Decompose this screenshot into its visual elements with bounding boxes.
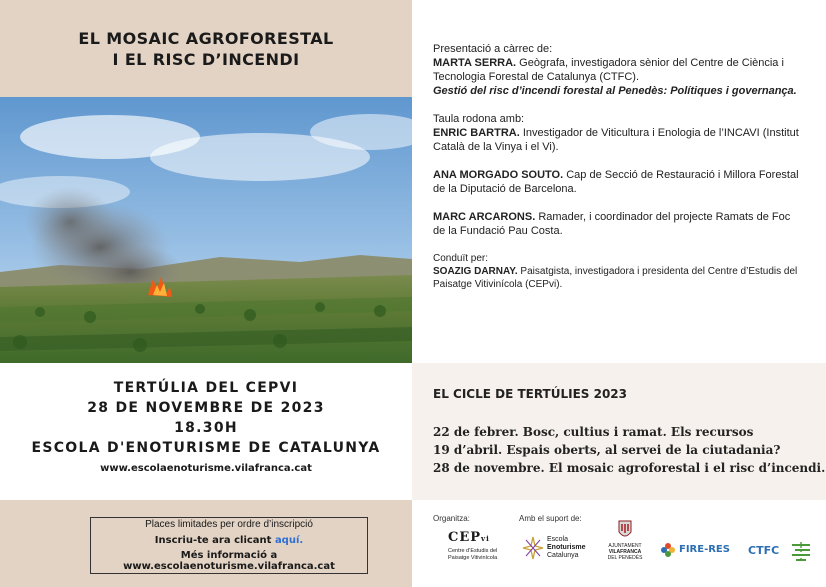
cycle-title: EL CICLE DE TERTÚLIES 2023 bbox=[433, 387, 627, 401]
panelist-3 bbox=[433, 210, 803, 238]
moderator-desc: Paisatgista, investigadora i presidenta del Centre d’Estudis del Paisatge Vitivinícola (CEPvi). bbox=[433, 266, 798, 290]
ajuntament-shield-icon bbox=[617, 519, 633, 541]
presenter-line bbox=[433, 56, 803, 84]
presentation-title: Gestió del risc d’incendi forestal al Penedès: Polítiques i governança. bbox=[433, 85, 797, 97]
registration-limit: Places limitades per ordre d’inscripció bbox=[145, 519, 313, 530]
left-column bbox=[0, 0, 412, 587]
moderator-block bbox=[433, 252, 803, 291]
registration-more-info[interactable]: Més informació a www.escolaenoturisme.vilafranca.cat bbox=[123, 550, 335, 572]
escola-line1: Escola bbox=[547, 536, 569, 543]
right-column bbox=[412, 0, 826, 587]
panelist-desc: Ramader, i coordinador del projecte Ramats de Foc de la Fundació Pau Costa. bbox=[433, 211, 791, 237]
moderator-line bbox=[433, 265, 803, 291]
ajuntament-logo bbox=[602, 519, 648, 569]
support-label: Amb el suport de: bbox=[519, 514, 582, 523]
panelist-name: MARC ARCARONS. bbox=[433, 211, 536, 223]
roundtable-block bbox=[433, 112, 803, 154]
cycle-item-1: 22 de febrer. Bosc, cultius i ramat. Els recursos bbox=[433, 425, 754, 439]
presenter-desc: Geògrafa, investigadora sènior del Centre de Ciència i Tecnologia Forestal de Catalunya (CTFC). bbox=[433, 57, 784, 83]
roundtable-intro: Taula rodona amb: bbox=[433, 113, 525, 125]
cepvi-logo-main: CEP bbox=[448, 530, 482, 545]
landscape-photo bbox=[0, 97, 412, 363]
cycle-item-2: 19 d’abril. Espais oberts, al servei de la ciutadania? bbox=[433, 443, 781, 457]
cepvi-logo bbox=[448, 531, 508, 567]
presentation-block bbox=[433, 42, 803, 98]
landscape-illustration bbox=[0, 97, 412, 363]
event-date: 28 DE NOVEMBRE DE 2023 bbox=[87, 400, 325, 416]
ajuntament-line3: DEL PENEDÈS bbox=[607, 555, 643, 561]
escola-line3: Catalunya bbox=[547, 552, 579, 559]
panelist-name: ENRIC BARTRA. bbox=[433, 127, 520, 139]
presenter-name: MARTA SERRA. bbox=[433, 57, 517, 69]
signup-link[interactable]: aquí. bbox=[274, 535, 304, 546]
ctfc-logo bbox=[748, 540, 818, 562]
cepvi-logo-text bbox=[448, 531, 508, 546]
moderator-name: SOAZIG DARNAY. bbox=[433, 266, 518, 277]
event-time: 18.30H bbox=[174, 420, 238, 436]
cepvi-caption2: Paisatge Vitivinícola bbox=[448, 555, 498, 561]
poster-title-line1: EL MOSAIC AGROFORESTAL bbox=[78, 28, 334, 48]
registration-signup bbox=[92, 535, 366, 546]
panelist-name: ANA MORGADO SOUTO. bbox=[433, 169, 564, 181]
fireres-flower-icon bbox=[660, 542, 676, 558]
escola-enoturisme-logo bbox=[522, 532, 602, 566]
event-url[interactable]: www.escolaenoturisme.vilafranca.cat bbox=[100, 463, 312, 474]
fireres-text: FIRE-RES bbox=[679, 544, 730, 555]
panelist-desc: Investigador de Viticultura i Enologia de l’INCAVI (Institut Català de la Vinya i el Vi). bbox=[433, 127, 799, 153]
cepvi-caption1: Centre d’Estudis del bbox=[448, 548, 498, 554]
signup-text: Inscriu-te ara clicant bbox=[154, 535, 275, 546]
poster-title-line2: I EL RISC D’INCENDI bbox=[112, 49, 300, 69]
cycle-item-3: 28 de novembre. El mosaic agroforestal i el risc d’incendi. bbox=[433, 461, 826, 475]
event-name: TERTÚLIA DEL CEPVI bbox=[113, 380, 299, 396]
panelist-1 bbox=[433, 126, 803, 154]
fireres-logo bbox=[660, 542, 740, 560]
presentation-intro: Presentació a càrrec de: bbox=[433, 43, 553, 55]
cepvi-logo-suffix: vi bbox=[481, 534, 490, 543]
ctfc-text: CTFC bbox=[748, 544, 780, 557]
escola-line2: Enoturisme bbox=[547, 544, 586, 551]
panelist-2 bbox=[433, 168, 803, 196]
organizer-label: Organitza: bbox=[433, 514, 470, 523]
event-venue: ESCOLA D'ENOTURISME DE CATALUNYA bbox=[31, 440, 381, 456]
escola-star-icon bbox=[522, 536, 544, 560]
ctfc-tree-icon bbox=[790, 540, 812, 562]
panelist-desc: Cap de Secció de Restauració i Millora Forestal de la Diputació de Barcelona. bbox=[433, 169, 799, 195]
program-section bbox=[433, 42, 803, 291]
moderator-intro: Conduït per: bbox=[433, 253, 489, 264]
ajuntament-line2: VILAFRANCA bbox=[608, 549, 642, 555]
title-band bbox=[0, 0, 412, 97]
event-info bbox=[0, 363, 412, 500]
ajuntament-line1: AJUNTAMENT bbox=[608, 543, 642, 549]
